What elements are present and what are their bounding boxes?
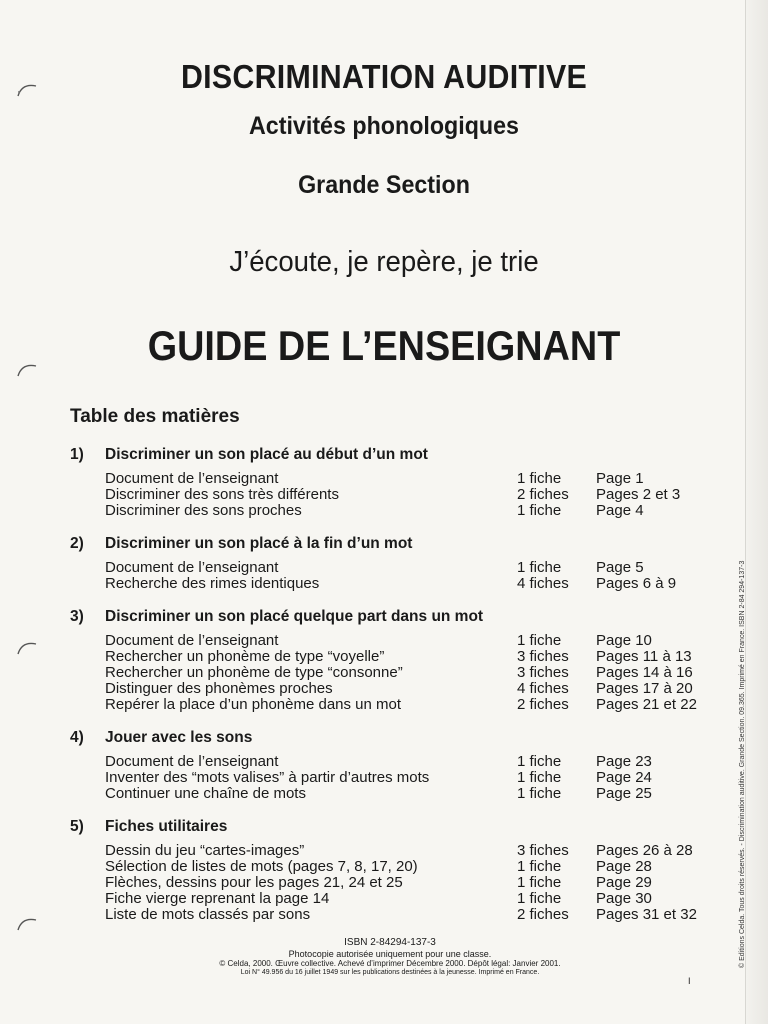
row-label: Discriminer des sons proches [105, 502, 302, 519]
page-edge [745, 0, 768, 1024]
section-number: 3) [70, 608, 84, 625]
row-pages: Page 4 [596, 502, 644, 519]
row-pages: Pages 14 à 16 [596, 664, 693, 681]
row-label: Rechercher un phonème de type “consonne” [105, 664, 403, 681]
row-pages: Pages 11 à 13 [596, 648, 692, 665]
row-pages: Page 23 [596, 753, 652, 770]
row-count: 2 fiches [517, 696, 569, 713]
row-label: Inventer des “mots valises” à partir d’autres mots [105, 769, 430, 786]
section-number: 4) [70, 729, 84, 746]
toc-row [70, 681, 730, 697]
row-label: Document de l’enseignant [105, 753, 279, 770]
section-title: Discriminer un son placé à la fin d’un mot [105, 535, 413, 552]
photocopy-notice: Photocopie autorisée uniquement pour une classe. [288, 949, 492, 959]
section-title: Discriminer un son placé quelque part dans un mot [105, 608, 484, 625]
row-label: Document de l’enseignant [105, 632, 279, 649]
row-label: Dessin du jeu “cartes-images” [105, 842, 305, 859]
row-label: Sélection de listes de mots (pages 7, 8, 17, 20) [105, 858, 418, 875]
toc-row [70, 665, 730, 681]
toc-section [70, 608, 730, 713]
document-title: DISCRIMINATION AUDITIVE [180, 58, 588, 95]
toc-row [70, 697, 730, 713]
isbn-line: ISBN 2-84294-137-3 [344, 937, 436, 948]
row-label: Document de l’enseignant [105, 559, 279, 576]
row-count: 1 fiche [517, 769, 562, 786]
row-label: Repérer la place d’un phonème dans un mot [105, 696, 402, 713]
section-title: Fiches utilitaires [105, 818, 228, 835]
row-pages: Pages 21 et 22 [596, 696, 697, 713]
guide-title: GUIDE DE L’ENSEIGNANT [147, 322, 621, 369]
row-pages: Pages 6 à 9 [596, 575, 677, 592]
row-label: Liste de mots classés par sons [105, 906, 311, 923]
row-label: Recherche des rimes identiques [105, 575, 320, 592]
row-pages: Pages 26 à 28 [596, 842, 693, 859]
punch-hole-mark [14, 638, 44, 660]
document-subtitle: Activités phonologiques [249, 112, 519, 140]
section-title: Discriminer un son placé au début d’un mot [105, 446, 428, 463]
row-pages: Pages 2 et 3 [596, 486, 681, 503]
row-count: 4 fiches [517, 575, 569, 592]
row-count: 2 fiches [517, 906, 569, 923]
toc-row [70, 633, 730, 649]
toc-row [70, 786, 730, 802]
section-number: 1) [70, 446, 84, 463]
row-count: 1 fiche [517, 753, 562, 770]
copyright-line: © Celda, 2000. Œuvre collective. Achevé d’imprimer Décembre 2000. Dépôt légal: Janvier 2001. [219, 959, 561, 968]
toc-row [70, 891, 730, 907]
row-count: 1 fiche [517, 470, 562, 487]
toc-section [70, 818, 730, 923]
row-count: 3 fiches [517, 842, 569, 859]
section-number: 5) [70, 818, 84, 835]
row-count: 1 fiche [517, 559, 562, 576]
page-mark: I [688, 976, 691, 986]
row-label: Document de l’enseignant [105, 470, 279, 487]
row-count: 1 fiche [517, 858, 562, 875]
toc-row [70, 503, 730, 519]
row-pages: Page 29 [596, 874, 652, 891]
punch-hole-mark [14, 914, 44, 936]
row-label: Rechercher un phonème de type “voyelle” [105, 648, 385, 665]
toc-row [70, 907, 730, 923]
row-label: Distinguer des phonèmes proches [105, 680, 333, 697]
row-count: 1 fiche [517, 632, 562, 649]
toc-row [70, 487, 730, 503]
toc-row [70, 471, 730, 487]
vertical-side-text: © Editions Celda. Tous droits réservés. - Discrimination auditive. Grande Section. 09.365. Imprimé en France. ISBN 2-84 294-137-3 [739, 560, 746, 968]
row-count: 3 fiches [517, 648, 569, 665]
row-label: Fiche vierge reprenant la page 14 [105, 890, 330, 907]
toc-section [70, 729, 730, 802]
section-title: Jouer avec les sons [105, 729, 253, 746]
row-label: Flèches, dessins pour les pages 21, 24 et 25 [105, 874, 403, 891]
toc-row [70, 875, 730, 891]
toc-row [70, 754, 730, 770]
toc-row [70, 859, 730, 875]
toc-row [70, 649, 730, 665]
toc-section [70, 535, 730, 592]
row-pages: Page 5 [596, 559, 644, 576]
row-pages: Page 1 [596, 470, 644, 487]
section-number: 2) [70, 535, 84, 552]
row-count: 1 fiche [517, 785, 562, 802]
row-count: 1 fiche [517, 502, 562, 519]
row-pages: Page 30 [596, 890, 652, 907]
toc-row [70, 770, 730, 786]
row-pages: Page 24 [596, 769, 652, 786]
toc-section [70, 446, 730, 519]
row-count: 1 fiche [517, 890, 562, 907]
toc-row [70, 843, 730, 859]
row-pages: Pages 17 à 20 [596, 680, 693, 697]
tagline: J’écoute, je repère, je trie [229, 246, 539, 278]
row-pages: Page 28 [596, 858, 652, 875]
row-label: Discriminer des sons très différents [105, 486, 339, 503]
toc-row [70, 560, 730, 576]
row-count: 3 fiches [517, 664, 569, 681]
row-label: Continuer une chaîne de mots [105, 785, 306, 802]
law-line: Loi N° 49.956 du 16 juillet 1949 sur les publications destinées à la jeunesse. Imprimé en France. [240, 969, 540, 976]
toc-heading: Table des matières [70, 406, 240, 427]
row-pages: Page 10 [596, 632, 652, 649]
row-count: 4 fiches [517, 680, 569, 697]
toc-row [70, 576, 730, 592]
grade-level: Grande Section [298, 171, 470, 199]
row-pages: Pages 31 et 32 [596, 906, 697, 923]
row-count: 2 fiches [517, 486, 569, 503]
row-pages: Page 25 [596, 785, 652, 802]
row-count: 1 fiche [517, 874, 562, 891]
